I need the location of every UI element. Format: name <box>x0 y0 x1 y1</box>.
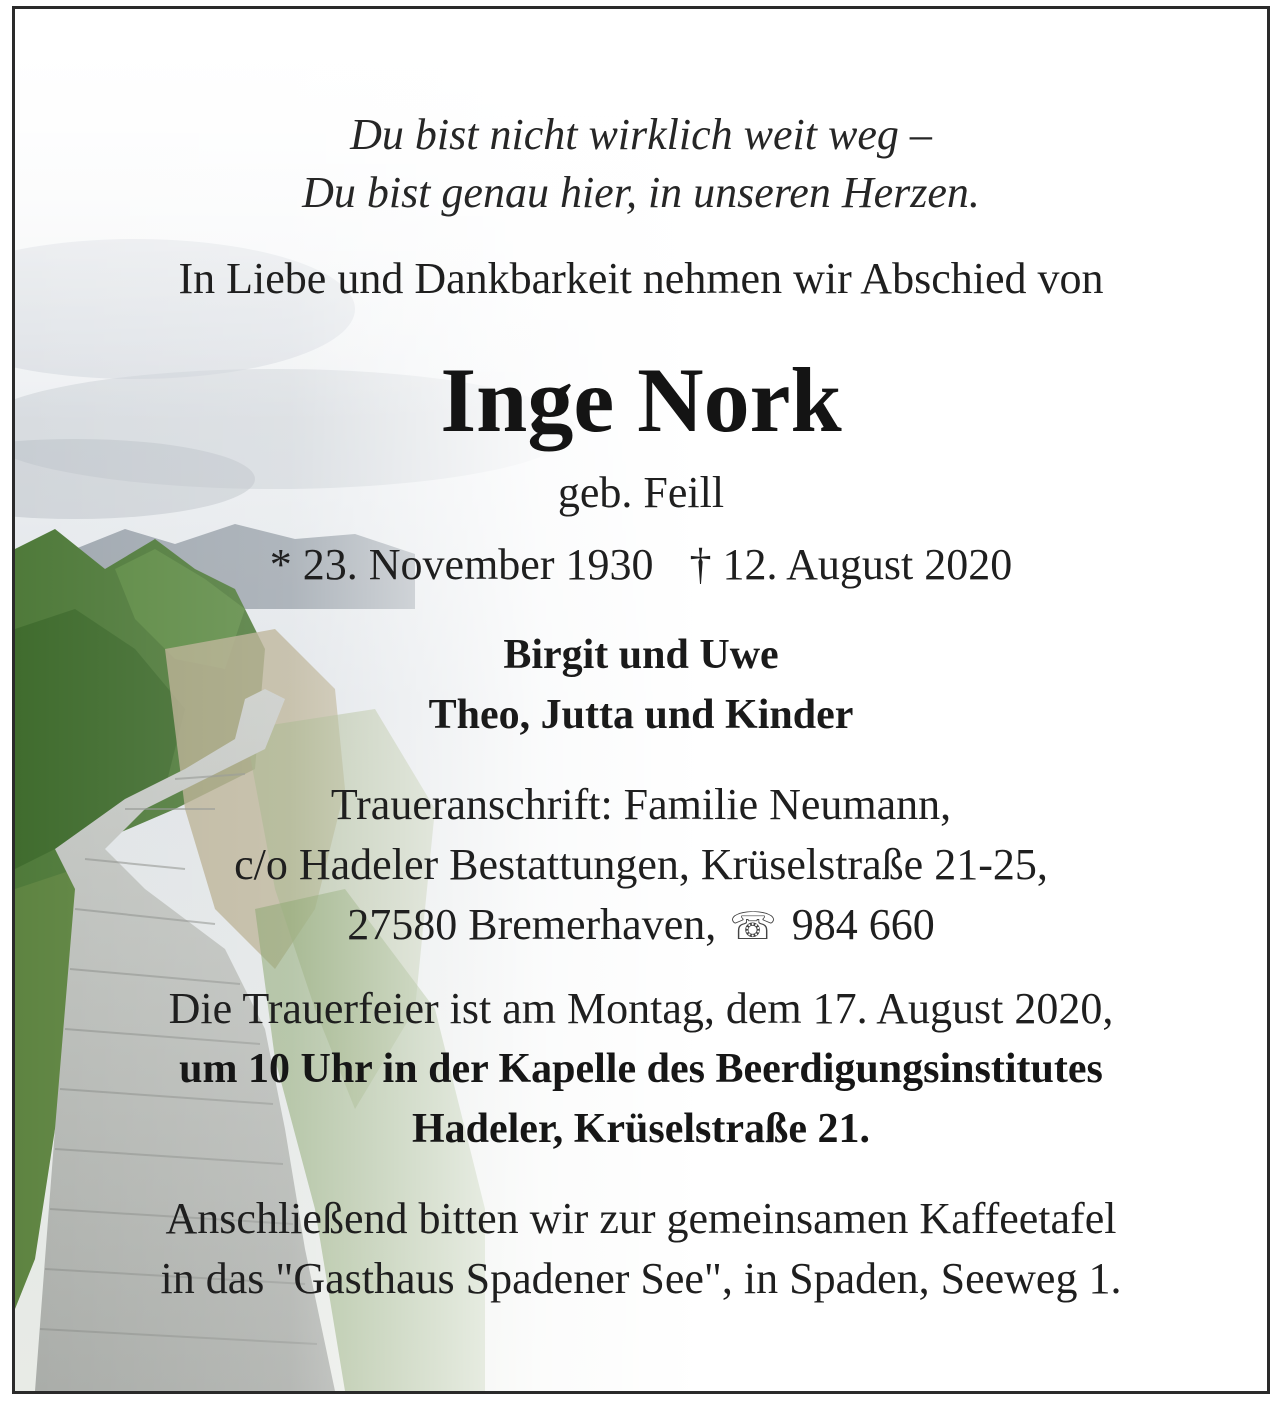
mourners-line-1: Birgit und Uwe <box>503 632 779 678</box>
service-line-1: Die Trauerfeier ist am Montag, dem 17. August 2020, <box>168 984 1114 1033</box>
obituary-notice <box>12 6 1270 1394</box>
telephone-icon: ☏ <box>729 906 777 948</box>
death-date: † 12. August 2020 <box>689 540 1013 589</box>
intro-text: In Liebe und Dankbarkeit nehmen wir Abschied von <box>178 254 1104 303</box>
address-line-2: c/o Hadeler Bestattungen, Krüselstraße 21-25, <box>234 840 1048 889</box>
reception-line-2: in das "Gasthaus Spadener See", in Spaden, Seeweg 1. <box>160 1254 1122 1303</box>
address-city: 27580 Bremerhaven, <box>347 900 717 949</box>
deceased-name: Inge Nork <box>440 349 842 451</box>
birth-date: * 23. November 1930 <box>269 540 654 589</box>
address-line-1: Traueranschrift: Familie Neumann, <box>330 780 952 829</box>
motto-line-2: Du bist genau hier, in unseren Herzen. <box>302 168 980 217</box>
notice-text <box>15 9 1267 1391</box>
motto-line-1: Du bist nicht wirklich weit weg – <box>350 110 932 159</box>
life-dates <box>15 539 1267 590</box>
phone-number: 984 660 <box>791 900 935 949</box>
service-line-3: Hadeler, Krüselstraße 21. <box>411 1106 871 1152</box>
maiden-name: geb. Feill <box>557 468 725 517</box>
service-line-2: um 10 Uhr in der Kapelle des Beerdigungsinstitutes <box>179 1046 1103 1092</box>
mourners-line-2: Theo, Jutta und Kinder <box>428 692 854 738</box>
address-line-3 <box>15 899 1267 950</box>
reception-line-1: Anschließend bitten wir zur gemeinsamen Kaffeetafel <box>165 1194 1117 1243</box>
